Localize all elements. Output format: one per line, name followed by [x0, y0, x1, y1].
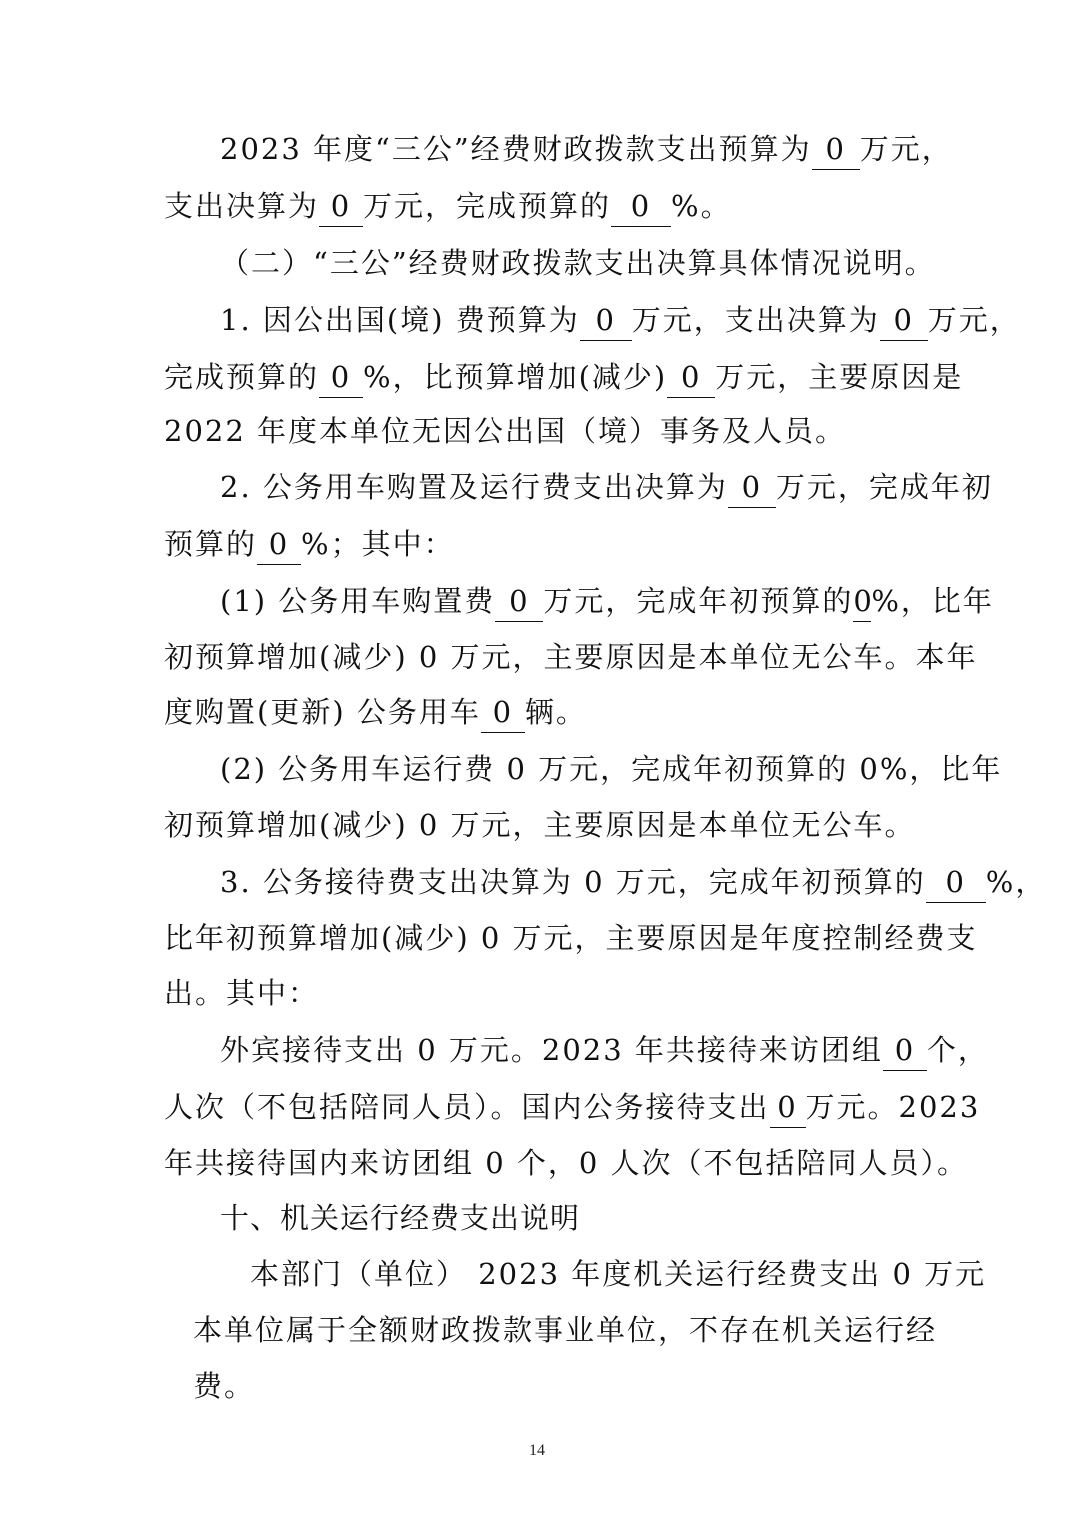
text-segment: 1. 因公出国(境) 费预算为 [220, 303, 580, 337]
reception-line-1 [220, 1030, 989, 1070]
text-segment: 度购置(更新) 公务用车 [164, 695, 481, 729]
text-segment: %， [985, 865, 1047, 899]
underlined-value: 0 [257, 524, 301, 565]
section-10-heading: 十、机关运行经费支出说明 [220, 1201, 581, 1235]
underlined-value: 0 [481, 692, 525, 733]
text-segment: 3. 公务接待费支出决算为 0 万元，完成年初预算的 [220, 865, 926, 899]
text-segment: 人次（不包括陪同人员）。国内公务接待支出 [164, 1090, 770, 1124]
underlined-value: 0 [667, 357, 715, 398]
text-segment: 万元，支出决算为 [631, 303, 880, 337]
text-segment: %，比预算增加(减少) [363, 360, 668, 394]
text-segment: 2. 公务用车购置及运行费支出决算为 [220, 470, 728, 504]
item1-line-3: 2022 年度本单位无因公出国（境）事务及人员。 [164, 414, 847, 448]
text-segment: %，比年 [871, 584, 994, 618]
underlined-value: 0 [883, 1030, 927, 1071]
text-segment: 个， [926, 1033, 989, 1067]
underlined-value: 0 [880, 300, 928, 341]
underlined-value: 0 [319, 357, 363, 398]
section-10-line-3: 费。 [193, 1369, 256, 1403]
underlined-value: 0 [770, 1087, 806, 1128]
item3-line-3: 出。其中： [164, 976, 320, 1010]
reception-line-2 [164, 1087, 981, 1127]
page-number: 14 [529, 1442, 545, 1459]
sangong-summary-line-1 [220, 129, 980, 169]
text-segment: 万元，完成年初预算的 [543, 584, 854, 618]
underlined-value: 0 [611, 186, 671, 227]
item2-1-line-3 [164, 692, 924, 732]
subheading-2: （二）“三公”经费财政拨款支出决算具体情况说明。 [220, 246, 936, 280]
underlined-value: 0 [728, 467, 776, 508]
underlined-value: 0 [495, 581, 543, 622]
text-segment: 预算的 [164, 527, 258, 561]
underlined-value: 0 [853, 581, 871, 622]
text-segment: 完成预算的 [164, 360, 320, 394]
text-segment: 外宾接待支出 0 万元。2023 年共接待来访团组 [220, 1033, 883, 1067]
text-segment: 支出决算为 [164, 189, 320, 223]
item3-line-2: 比年初预算增加(减少) 0 万元，主要原因是年度控制经费支 [164, 921, 978, 955]
item2-1-line-1 [220, 581, 994, 621]
text-segment: %。 [671, 189, 732, 223]
item2-line-1 [220, 467, 993, 507]
sangong-summary-line-2 [164, 186, 924, 226]
text-segment: 辆。 [524, 695, 587, 729]
text-segment: 万元， [927, 303, 1021, 337]
text-segment: 万元。2023 [805, 1090, 981, 1124]
underlined-value: 0 [580, 300, 632, 341]
underlined-value: 0 [319, 186, 363, 227]
underlined-value: 0 [812, 129, 860, 170]
reception-line-3: 年共接待国内来访团组 0 个，0 人次（不包括陪同人员）。 [164, 1146, 969, 1180]
item2-2-line-2: 初预算增加(减少) 0 万元，主要原因是本单位无公车。 [164, 808, 916, 842]
text-segment: 万元，完成预算的 [363, 189, 612, 223]
text-segment: 万元，完成年初 [775, 470, 993, 504]
item2-1-line-2: 初预算增加(减少) 0 万元，主要原因是本单位无公车。本年 [164, 640, 978, 674]
text-segment: (1) 公务用车购置费 [220, 584, 496, 618]
text-segment: %；其中： [301, 527, 455, 561]
item3-line-1 [220, 862, 1047, 902]
item2-2-line-1: (2) 公务用车运行费 0 万元，完成年初预算的 0%，比年 [220, 752, 1003, 786]
text-segment: 2023 年度“三公”经费财政拨款支出预算为 [220, 132, 812, 166]
item1-line-2 [164, 357, 964, 397]
text-segment: 万元， [859, 132, 953, 166]
item2-line-2 [164, 524, 924, 564]
section-10-line-2: 本单位属于全额财政拨款事业单位，不存在机关运行经 [193, 1313, 938, 1347]
text-segment: 万元，主要原因是 [715, 360, 964, 394]
underlined-value: 0 [926, 862, 986, 903]
item1-line-1 [220, 300, 1021, 340]
section-10-line-1: 本部门（单位） 2023 年度机关运行经费支出 0 万元 [250, 1257, 987, 1291]
